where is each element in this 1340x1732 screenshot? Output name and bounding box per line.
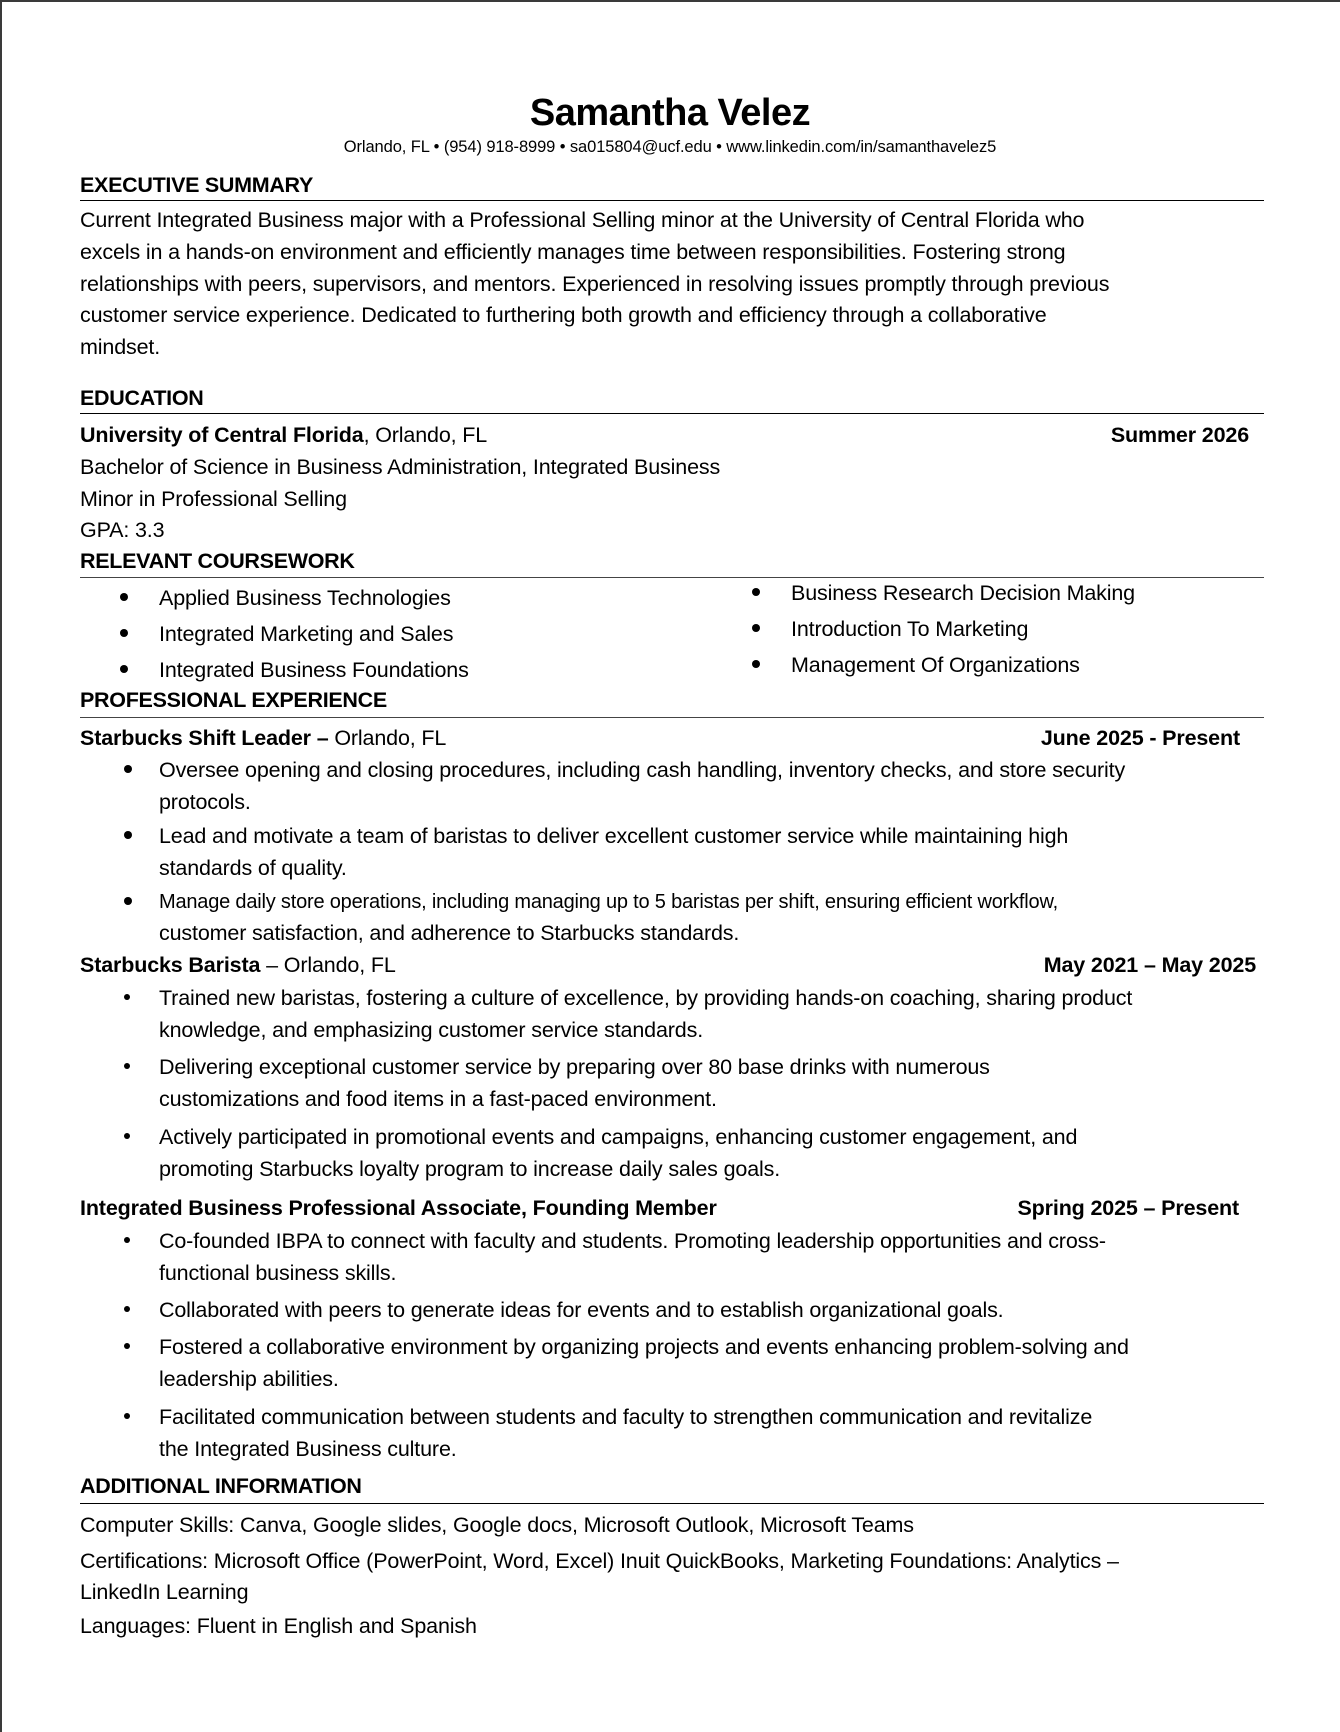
job-bullet-line: Actively participated in promotional events and campaigns, enhancing customer engagement, and (159, 1125, 1078, 1149)
job-title-line (80, 955, 396, 977)
bullet-icon (752, 624, 760, 632)
bullet-icon (120, 629, 128, 637)
minor: Minor in Professional Selling (80, 487, 347, 511)
bullet-icon (124, 1133, 130, 1139)
section-heading-experience: PROFESSIONAL EXPERIENCE (80, 688, 387, 712)
job-bullet-line: customizations and food items in a fast-paced environment. (159, 1087, 717, 1111)
summary-line: customer service experience. Dedicated to furthering both growth and efficiency through a collaborative (80, 303, 1047, 327)
certifications-line: LinkedIn Learning (80, 1580, 249, 1604)
job-bullet-line: knowledge, and emphasizing customer service standards. (159, 1018, 704, 1042)
job-bullet-line: functional business skills. (159, 1261, 397, 1285)
job-bullet-line: Trained new baristas, fostering a culture of excellence, by providing hands-on coaching, sharing product (159, 986, 1133, 1010)
course-item: Integrated Business Foundations (159, 658, 469, 682)
summary-line: mindset. (80, 335, 161, 359)
job-date: May 2021 – May 2025 (1043, 953, 1256, 977)
section-divider (80, 577, 1264, 578)
job-bullet-line: Collaborated with peers to generate ideas for events and to establish organizational goals. (159, 1298, 1004, 1322)
job-bullet-line: Manage daily store operations, including managing up to 5 baristas per shift, ensuring efficient workflow, (159, 891, 1058, 913)
certifications-line: Certifications: Microsoft Office (PowerPoint, Word, Excel) Inuit QuickBooks, Marketing Foundations: Analytics – (80, 1549, 1119, 1573)
course-item: Business Research Decision Making (791, 581, 1135, 605)
section-divider (80, 200, 1264, 201)
summary-line: relationships with peers, supervisors, and mentors. Experienced in resolving issues promptly through previous (80, 272, 1110, 296)
job-date: June 2025 - Present (1040, 726, 1240, 750)
job-date: Spring 2025 – Present (1017, 1196, 1239, 1220)
section-heading-education: EDUCATION (80, 386, 204, 410)
job-bullet-line: protocols. (159, 790, 251, 814)
section-heading-executive-summary: EXECUTIVE SUMMARY (80, 173, 314, 197)
bullet-icon (752, 660, 760, 668)
course-item: Management Of Organizations (791, 653, 1080, 677)
job-location: Orlando, FL (328, 726, 447, 750)
bullet-icon (124, 1237, 130, 1243)
section-heading-additional-info: ADDITIONAL INFORMATION (80, 1474, 362, 1498)
bullet-icon (124, 1306, 130, 1312)
page-border-left (0, 0, 2, 1732)
computer-skills: Computer Skills: Canva, Google slides, Google docs, Microsoft Outlook, Microsoft Teams (80, 1513, 914, 1537)
section-heading-coursework: RELEVANT COURSEWORK (80, 549, 355, 573)
bullet-icon (752, 588, 760, 596)
bullet-icon (124, 897, 132, 905)
job-bullet-line: leadership abilities. (159, 1367, 339, 1391)
section-divider (80, 717, 1264, 718)
summary-line: Current Integrated Business major with a Professional Selling minor at the University of Central Florida who (80, 208, 1085, 232)
job-bullet-line: Fostered a collaborative environment by organizing projects and events enhancing problem-solving and (159, 1335, 1129, 1359)
summary-line: excels in a hands-on environment and efficiently manages time between responsibilities. Fostering strong (80, 240, 1066, 264)
school-location: , Orlando, FL (363, 423, 488, 447)
job-title-line (80, 728, 446, 750)
job-bullet-line: customer satisfaction, and adherence to Starbucks standards. (159, 921, 740, 945)
job-bullet-line: standards of quality. (159, 856, 347, 880)
section-divider (80, 413, 1264, 414)
bullet-icon (120, 593, 128, 601)
job-bullet-line: Lead and motivate a team of baristas to deliver excellent customer service while maintaining high (159, 824, 1069, 848)
job-bullet-line: the Integrated Business culture. (159, 1437, 457, 1461)
school-name: University of Central Florida (80, 423, 364, 447)
job-bullet-line: Facilitated communication between students and faculty to strengthen communication and revitalize (159, 1405, 1093, 1429)
job-bullet-line: Co-founded IBPA to connect with faculty and students. Promoting leadership opportunities and cross- (159, 1229, 1106, 1253)
job-bullet-line: Delivering exceptional customer service by preparing over 80 base drinks with numerous (159, 1055, 990, 1079)
bullet-icon (124, 1063, 130, 1069)
course-item: Integrated Marketing and Sales (159, 622, 454, 646)
course-item: Applied Business Technologies (159, 586, 451, 610)
job-bullet-line: Oversee opening and closing procedures, including cash handling, inventory checks, and store security (159, 758, 1126, 782)
section-divider (80, 1503, 1264, 1504)
job-bullet-line: promoting Starbucks loyalty program to increase daily sales goals. (159, 1157, 781, 1181)
page-border-top (0, 0, 1340, 2)
bullet-icon (120, 665, 128, 673)
bullet-icon (124, 831, 132, 839)
job-title: Integrated Business Professional Associate, Founding Member (80, 1196, 717, 1220)
candidate-name: Samantha Velez (529, 92, 811, 134)
education-school-line (80, 425, 487, 447)
contact-info: Orlando, FL • (954) 918-8999 • sa015804@ucf.edu • www.linkedin.com/in/samanthavelez5 (343, 138, 997, 156)
job-location: – Orlando, FL (260, 953, 396, 977)
degree: Bachelor of Science in Business Administration, Integrated Business (80, 455, 721, 479)
bullet-icon (124, 1413, 130, 1419)
languages: Languages: Fluent in English and Spanish (80, 1614, 477, 1638)
bullet-icon (124, 994, 130, 1000)
bullet-icon (124, 1343, 130, 1349)
graduation-date: Summer 2026 (1110, 423, 1249, 447)
job-title: Starbucks Barista (80, 953, 261, 977)
bullet-icon (124, 765, 132, 773)
course-item: Introduction To Marketing (791, 617, 1029, 641)
gpa: GPA: 3.3 (80, 518, 165, 542)
job-title: Starbucks Shift Leader – (80, 726, 329, 750)
